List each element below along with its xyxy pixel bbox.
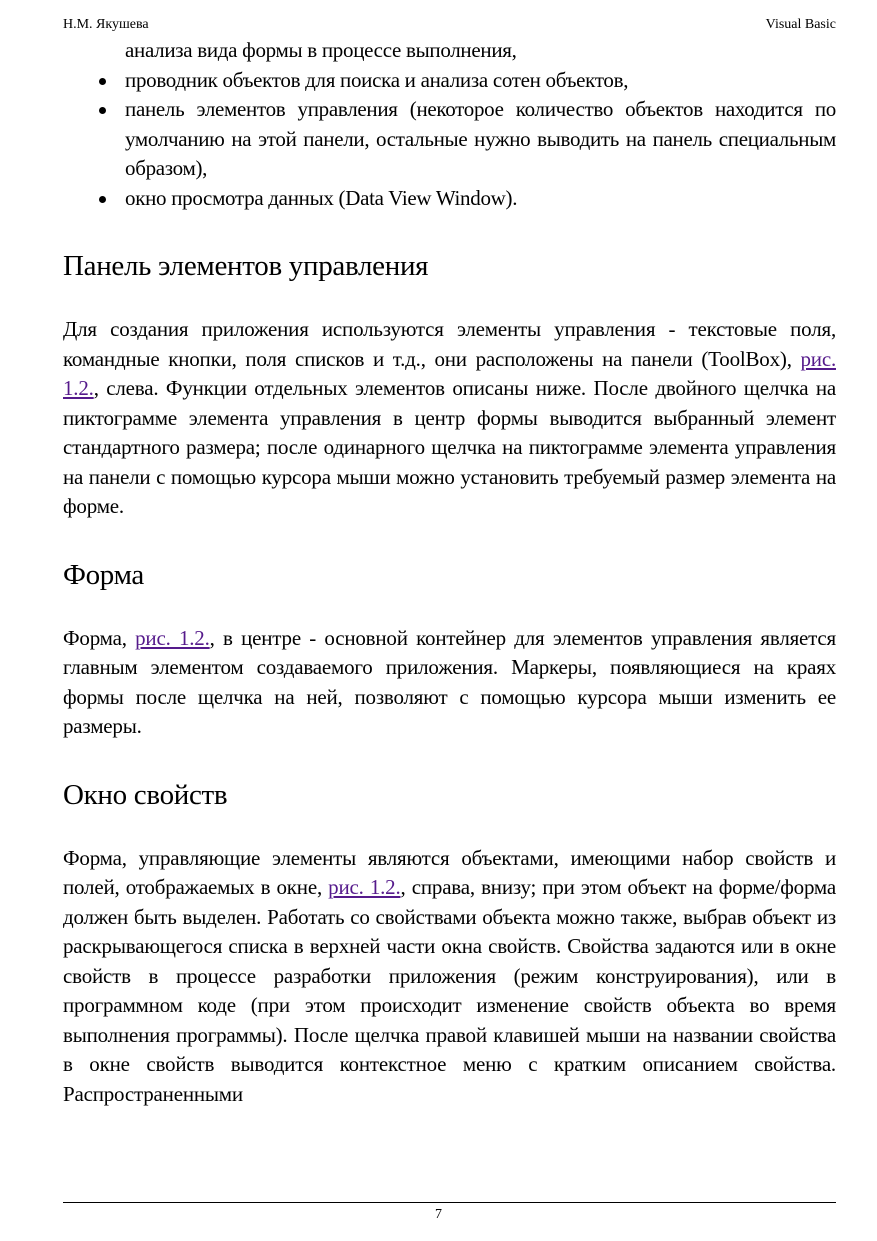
page-content bbox=[63, 36, 836, 1109]
bullet-icon bbox=[99, 78, 106, 85]
figure-link[interactable]: рис. 1.2. bbox=[135, 625, 210, 650]
footer-divider bbox=[63, 1202, 836, 1203]
section-heading-properties: Окно свойств bbox=[63, 778, 228, 811]
list-item-text: проводник объектов для поиска и анализа сотен объектов, bbox=[125, 67, 629, 92]
paragraph-text: Форма, bbox=[63, 625, 136, 650]
paragraph-text: , в центре - основной контейнер для элементов управления является главным элементом создаваемого приложения. Маркеры, появляющиеся на краях формы после щелчка на ней, позволяют с помощью курсора мыши изменить ее размеры. bbox=[63, 625, 836, 738]
header-author: Н.М. Якушева bbox=[63, 17, 149, 32]
header-subject: Visual Basic bbox=[765, 17, 836, 32]
list-item-text: окно просмотра данных (Data View Window). bbox=[125, 185, 518, 210]
section-paragraph-toolbox bbox=[63, 315, 836, 522]
list-item-text: анализа вида формы в процессе выполнения, bbox=[125, 38, 517, 62]
section-paragraph-form bbox=[63, 624, 836, 742]
list-item-text: панель элементов управления (некоторое количество объектов находится по умолчанию на этой панели, остальные нужно выводить на панель специальным образом), bbox=[125, 97, 836, 180]
bullet-list bbox=[63, 36, 836, 213]
paragraph-text: , справа, внизу; при этом объект на форме/форма должен быть выделен. Работать со свойствами объекта можно также, выбрав объект из раскрывающегося списка в верхней части окна свойств. Свойства задаются или в окне свойств в процессе разработки приложения (режим конструирования), или в программном коде (при этом происходит изменение свойств объекта во время выполнения программы). После щелчка правой клавишей мыши на названии свойства в окне свойств выводится контекстное меню с кратким описанием свойства. Распространенными bbox=[63, 875, 836, 1106]
list-item bbox=[63, 36, 836, 66]
list-item bbox=[63, 66, 836, 96]
list-item bbox=[63, 95, 836, 184]
section-heading-toolbox: Панель элементов управления bbox=[63, 250, 429, 282]
page-number: 7 bbox=[435, 1207, 442, 1222]
section-paragraph-properties bbox=[63, 844, 836, 1110]
list-item bbox=[63, 184, 836, 214]
paragraph-text: Форма, управляющие элементы являются объектами, имеющими набор свойств и полей, отображаемых в окне, bbox=[63, 845, 836, 899]
paragraph-text: , слева. Функции отдельных элементов описаны ниже. После двойного щелчка на пиктограмме элемента управления в центр формы выводится выбранный элемент стандартного размера; после одинарного щелчка на пиктограмме элемента управления на панели с помощью курсора мыши можно установить требуемый размер элемента на форме. bbox=[63, 376, 836, 518]
section-heading-form: Форма bbox=[63, 558, 144, 591]
figure-link[interactable]: рис. 1.2. bbox=[63, 346, 836, 400]
running-head bbox=[63, 17, 836, 35]
bullet-icon bbox=[99, 196, 106, 203]
paragraph-text: Для создания приложения используются элементы управления - текстовые поля, командные кнопки, поля списков и т.д., они расположены на панели (ToolBox), bbox=[63, 317, 836, 371]
figure-link[interactable]: рис. 1.2. bbox=[328, 875, 401, 899]
bullet-icon bbox=[99, 107, 106, 114]
